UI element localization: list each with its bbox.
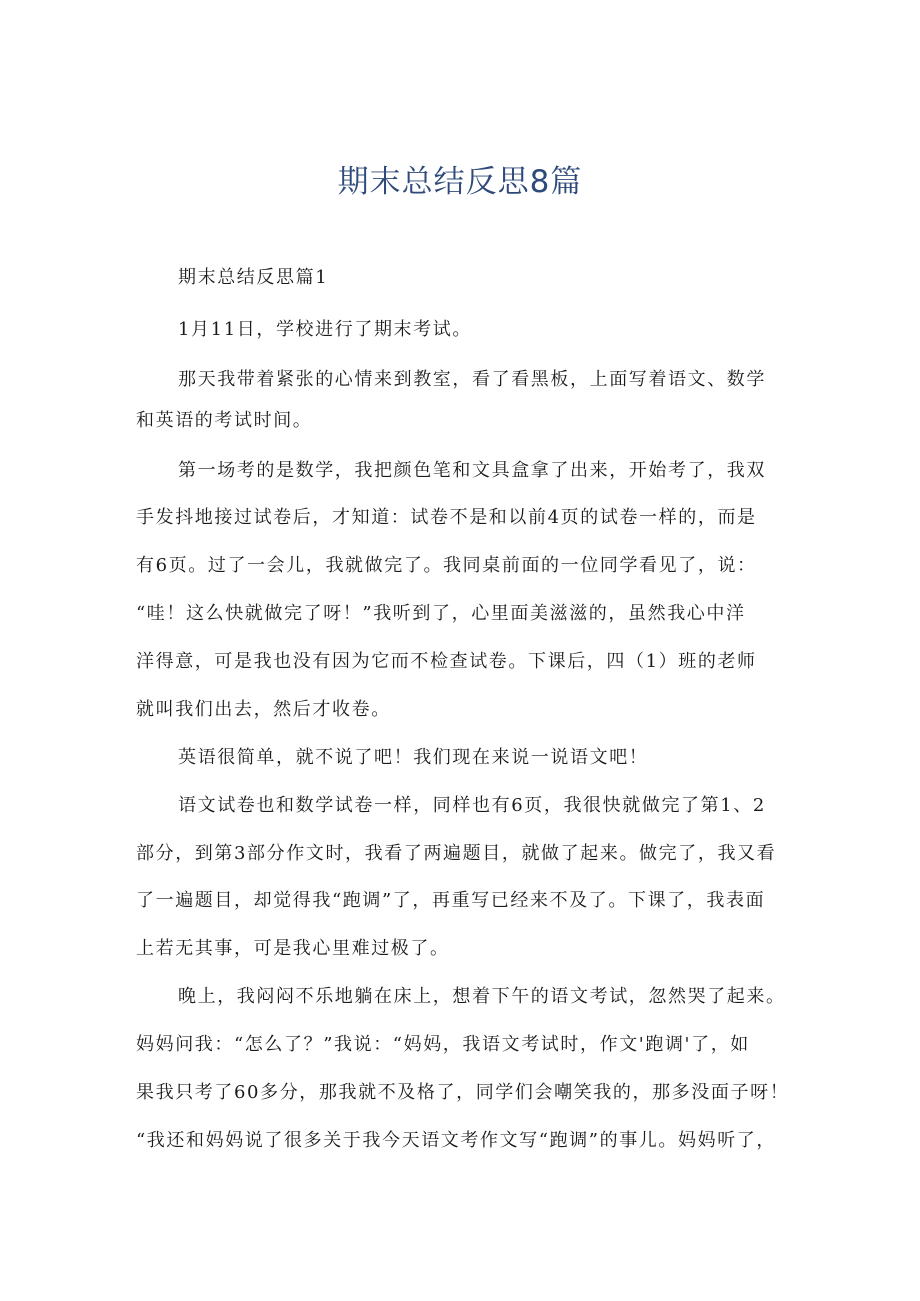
paragraph-line: 语文试卷也和数学试卷一样，同样也有6页，我很快就做完了第1、2 bbox=[178, 795, 766, 816]
paragraph-line: 英语很简单，就不说了吧！我们现在来说一说语文吧！ bbox=[178, 747, 649, 768]
paragraph-line: 果我只考了60多分，那我就不及格了，同学们会嘲笑我的，那多没面子呀！ bbox=[136, 1082, 790, 1103]
document-title: 期末总结反思8篇 bbox=[337, 164, 583, 200]
paragraph-line: “哇！这么快就做完了呀！”我听到了，心里面美滋滋的，虽然我心中洋 bbox=[136, 603, 746, 624]
paragraph-line: 晚上，我闷闷不乐地躺在床上，想着下午的语文考试，忽然哭了起来。 bbox=[178, 986, 786, 1007]
paragraph-line: 和英语的考试时间。 bbox=[136, 410, 313, 431]
paragraph-line: 部分，到第3部分作文时，我看了两遍题目，就做了起来。做完了，我又看 bbox=[136, 843, 777, 864]
section-heading: 期末总结反思篇1 bbox=[178, 267, 329, 288]
paragraph-line: 上若无其事，可是我心里难过极了。 bbox=[136, 938, 450, 959]
paragraph-line: 那天我带着紧张的心情来到教室，看了看黑板，上面写着语文、数学 bbox=[178, 369, 766, 390]
paragraph-line: 了一遍题目，却觉得我“跑调”了，再重写已经来不及了。下课了，我表面 bbox=[136, 890, 766, 911]
paragraph-line: 洋得意，可是我也没有因为它而不检查试卷。下课后，四（1）班的老师 bbox=[136, 651, 757, 672]
paragraph-line: 第一场考的是数学，我把颜色笔和文具盒拿了出来，开始考了，我双 bbox=[178, 460, 766, 481]
paragraph-line: “我还和妈妈说了很多关于我今天语文考作文写“跑调”的事儿。妈妈听了， bbox=[136, 1130, 777, 1151]
paragraph-line: 1月11日，学校进行了期末考试。 bbox=[178, 319, 472, 340]
paragraph-line: 手发抖地接过试卷后，才知道：试卷不是和以前4页的试卷一样的，而是 bbox=[136, 507, 757, 528]
paragraph-line: 就叫我们出去，然后才收卷。 bbox=[136, 699, 391, 720]
paragraph-line: 妈妈问我：“怎么了？”我说：“妈妈，我语文考试时，作文'跑调'了，如 bbox=[136, 1034, 750, 1055]
paragraph-line: 有6页。过了一会儿，我就做完了。我同桌前面的一位同学看见了，说： bbox=[136, 555, 757, 576]
